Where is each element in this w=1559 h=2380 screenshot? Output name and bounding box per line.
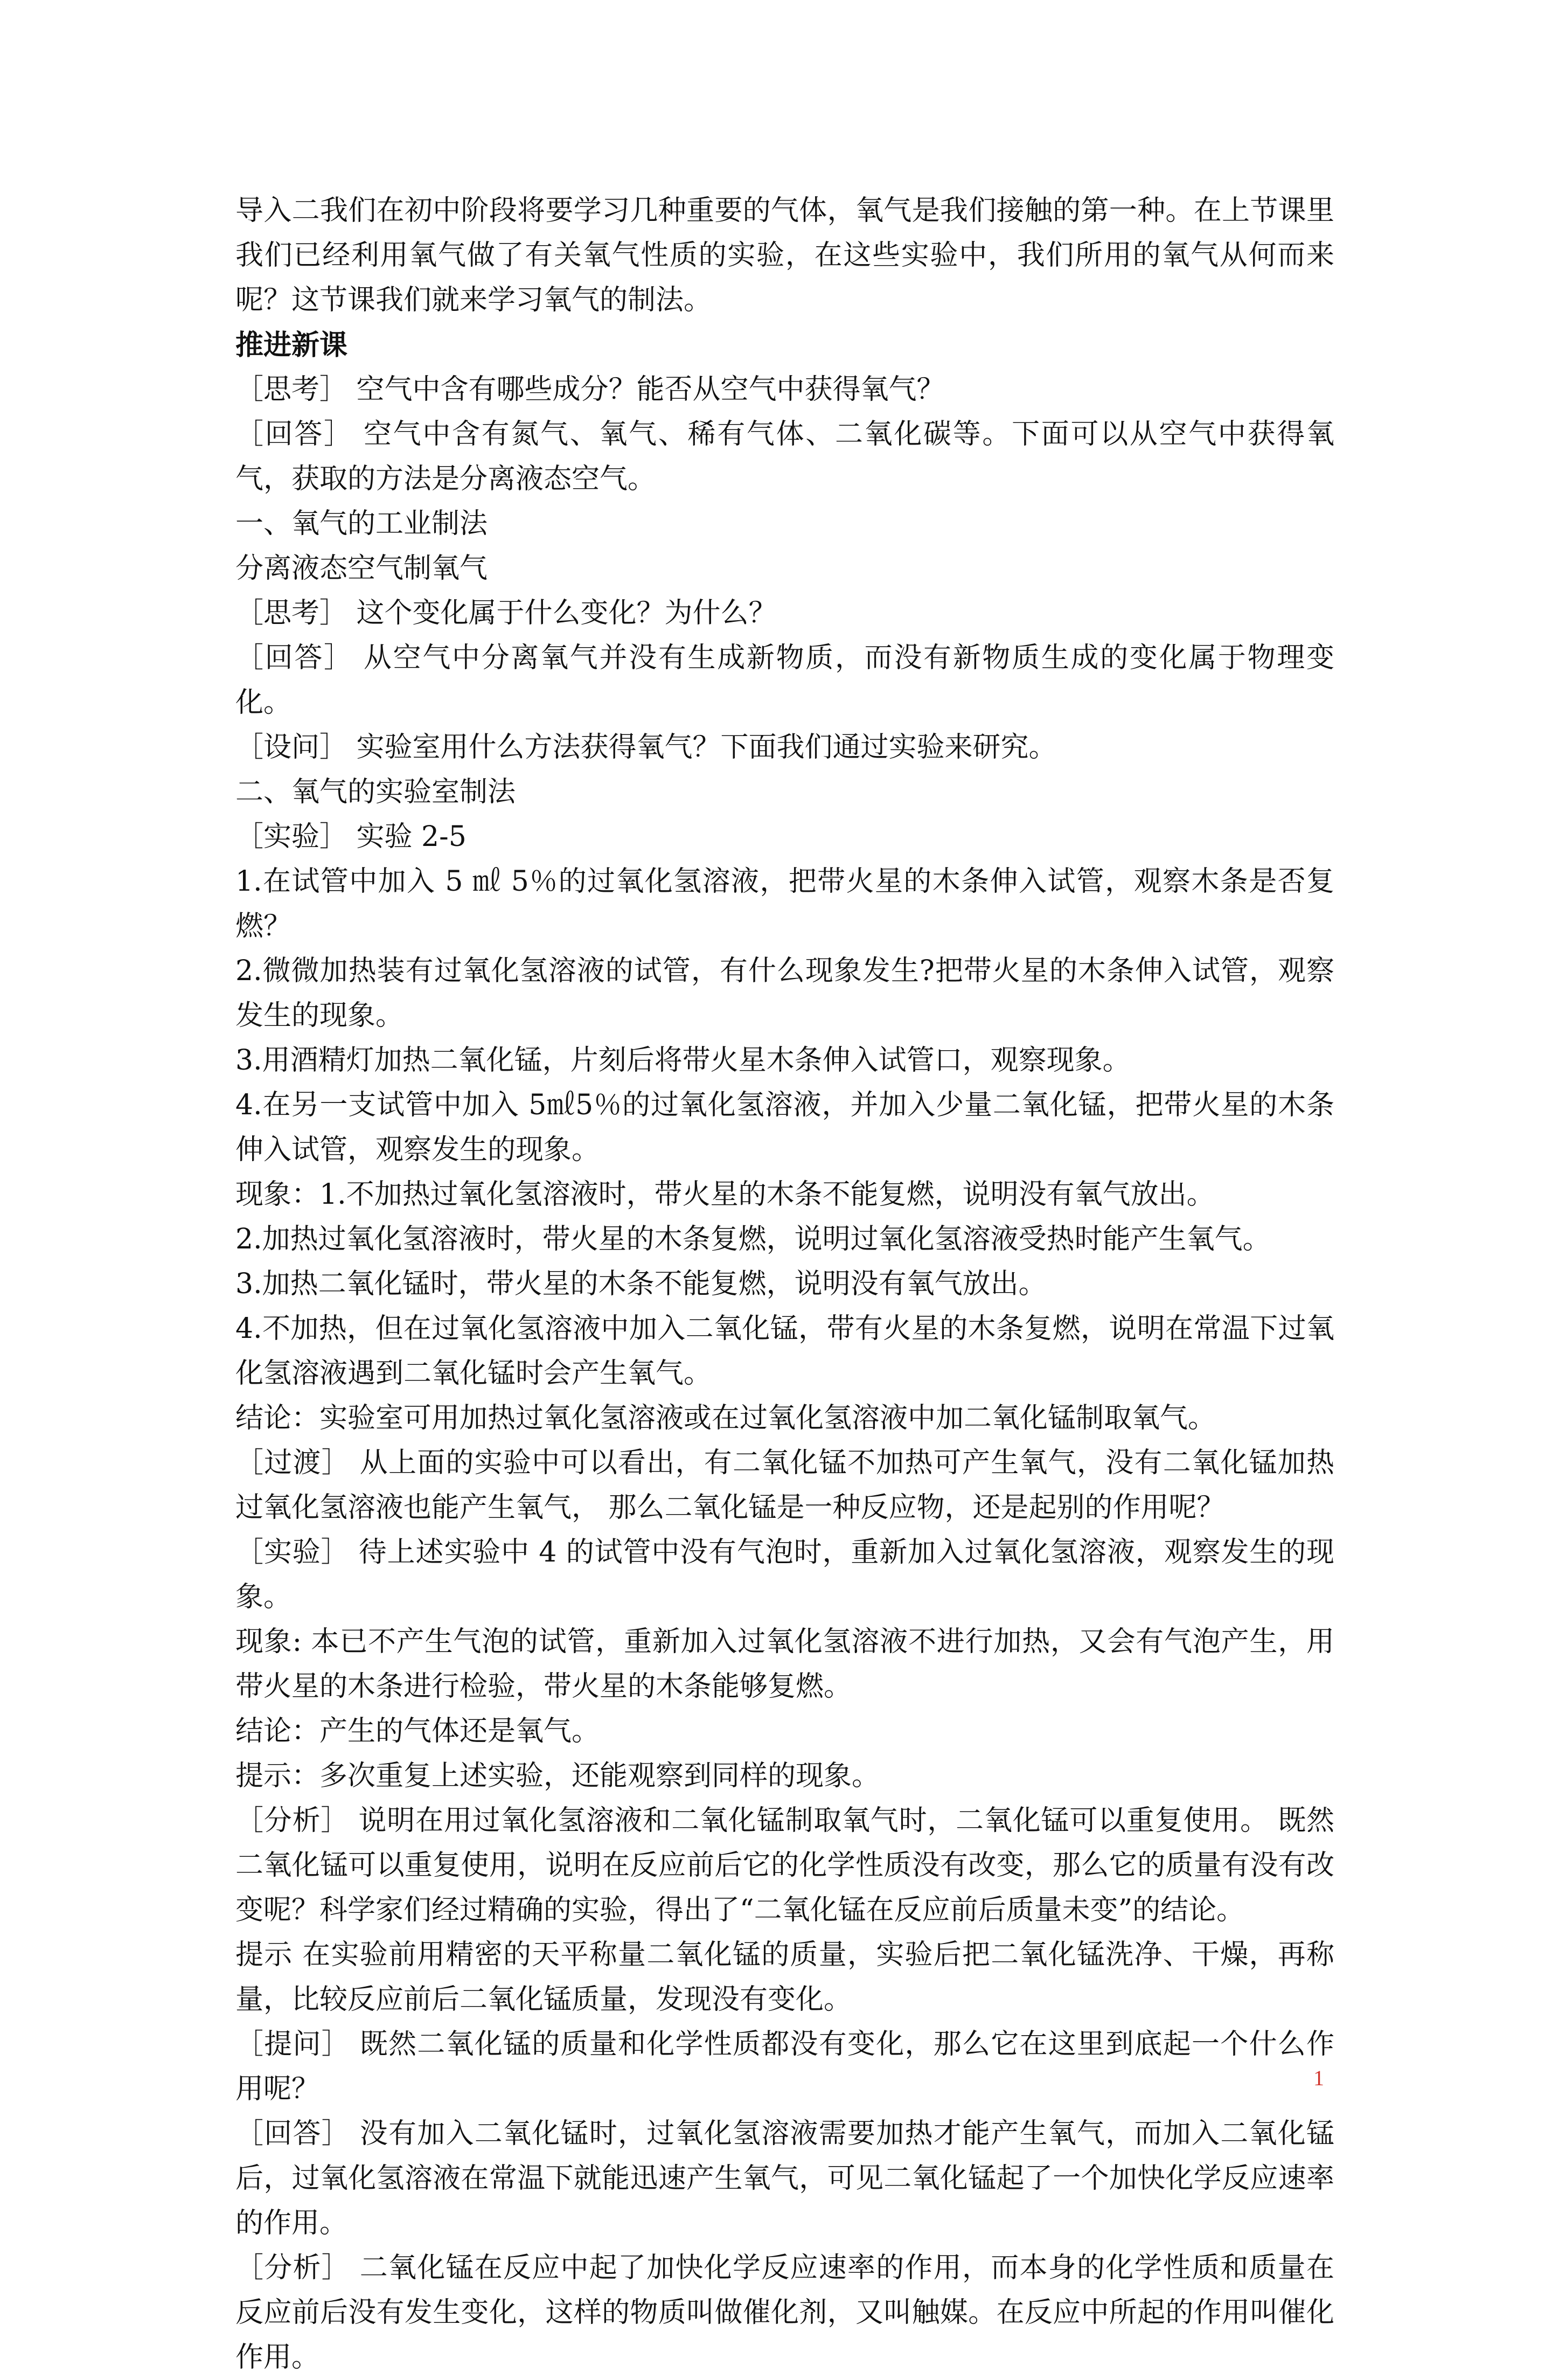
paragraph: 3.加热二氧化锰时，带火星的木条不能复燃，说明没有氧气放出。 bbox=[235, 1268, 1047, 1300]
document-body bbox=[235, 189, 1334, 2380]
paragraph: ［分析］ 二氧化锰在反应中起了加快化学反应速率的作用，而本身的化学性质和质量在反应前后没有发生变化，这样的物质叫做催化剂，又叫触媒。在反应中所起的作用叫催化作用。 bbox=[235, 2252, 1334, 2374]
paragraph: 2.加热过氧化氢溶液时，带火星的木条复燃，说明过氧化氢溶液受热时能产生氧气。 bbox=[235, 1223, 1271, 1255]
paragraph: 结论：产生的气体还是氧气。 bbox=[235, 1715, 600, 1747]
paragraph: ［过渡］ 从上面的实验中可以看出，有二氧化锰不加热可产生氧气，没有二氧化锰加热过氧化氢溶液也能产生氧气， 那么二氧化锰是一种反应物，还是起别的作用呢？ bbox=[235, 1447, 1334, 1524]
paragraph: ［设问］ 实验室用什么方法获得氧气？下面我们通过实验来研究。 bbox=[235, 731, 1057, 764]
paragraph: ［思考］ 空气中含有哪些成分？能否从空气中获得氧气？ bbox=[235, 373, 945, 406]
section-heading: 推进新课 bbox=[235, 329, 348, 362]
paragraph: 一、氧气的工业制法 bbox=[235, 508, 488, 540]
paragraph: 2.微微加热装有过氧化氢溶液的试管，有什么现象发生?把带火星的木条伸入试管，观察发生的现象。 bbox=[235, 955, 1334, 1032]
paragraph: 分离液态空气制氧气 bbox=[235, 552, 488, 585]
paragraph: 4.不加热，但在过氧化氢溶液中加入二氧化锰，带有火星的木条复燃，说明在常温下过氧化氢溶液遇到二氧化锰时会产生氧气。 bbox=[235, 1313, 1334, 1390]
paragraph: 4.在另一支试管中加入 5㎖5％的过氧化氢溶液，并加入少量二氧化锰，把带火星的木条伸入试管，观察发生的现象。 bbox=[235, 1089, 1334, 1166]
paragraph: 现象: 本已不产生气泡的试管，重新加入过氧化氢溶液不进行加热，又会有气泡产生，用带火星的木条进行检验，带火星的木条能够复燃。 bbox=[235, 1626, 1334, 1703]
paragraph: ［实验］ 待上述实验中 4 的试管中没有气泡时，重新加入过氧化氢溶液，观察发生的现象。 bbox=[235, 1536, 1334, 1613]
paragraph: ［实验］ 实验 2-5 bbox=[235, 821, 467, 853]
paragraph: 3.用酒精灯加热二氧化锰，片刻后将带火星木条伸入试管口，观察现象。 bbox=[235, 1044, 1131, 1077]
paragraph: ［提问］ 既然二氧化锰的质量和化学性质都没有变化，那么它在这里到底起一个什么作用呢？ bbox=[235, 2028, 1334, 2105]
paragraph: 结论：实验室可用加热过氧化氢溶液或在过氧化氢溶液中加二氧化锰制取氧气。 bbox=[235, 1402, 1216, 1434]
paragraph: ［分析］ 说明在用过氧化氢溶液和二氧化锰制取氧气时，二氧化锰可以重复使用。 既然二氧化锰可以重复使用，说明在反应前后它的化学性质没有改变，那么它的质量有没有改变呢？科学家们经过精确的实验，得出了“二氧化锰在反应前后质量未变”的结论。 bbox=[235, 1805, 1334, 1926]
paragraph: 二、氧气的实验室制法 bbox=[235, 776, 516, 808]
paragraph: ［思考］ 这个变化属于什么变化？为什么？ bbox=[235, 597, 777, 629]
paragraph: 提示：多次重复上述实验，还能观察到同样的现象。 bbox=[235, 1760, 880, 1792]
page-number: 1 bbox=[1313, 2066, 1324, 2090]
paragraph: ［回答］ 从空气中分离氧气并没有生成新物质，而没有新物质生成的变化属于物理变化。 bbox=[235, 642, 1334, 719]
paragraph: 提示 在实验前用精密的天平称量二氧化锰的质量，实验后把二氧化锰洗净、干燥，再称量，比较反应前后二氧化锰质量，发现没有变化。 bbox=[235, 1939, 1334, 2016]
paragraph: ［回答］ 没有加入二氧化锰时，过氧化氢溶液需要加热才能产生氧气，而加入二氧化锰后，过氧化氢溶液在常温下就能迅速产生氧气，可见二氧化锰起了一个加快化学反应速率的作用。 bbox=[235, 2118, 1334, 2239]
paragraph: 现象：1.不加热过氧化氢溶液时，带火星的木条不能复燃，说明没有氧气放出。 bbox=[235, 1178, 1215, 1211]
paragraph: ［回答］ 空气中含有氮气、氧气、稀有气体、二氧化碳等。下面可以从空气中获得氧气，获取的方法是分离液态空气。 bbox=[235, 418, 1334, 495]
paragraph: 导入二我们在初中阶段将要学习几种重要的气体，氧气是我们接触的第一种。在上节课里我们已经利用氧气做了有关氧气性质的实验，在这些实验中，我们所用的氧气从何而来呢？这节课我们就来学习氧气的制法。 bbox=[235, 195, 1334, 316]
paragraph: 1.在试管中加入 5 ㎖ 5％的过氧化氢溶液，把带火星的木条伸入试管，观察木条是否复燃？ bbox=[235, 865, 1334, 942]
